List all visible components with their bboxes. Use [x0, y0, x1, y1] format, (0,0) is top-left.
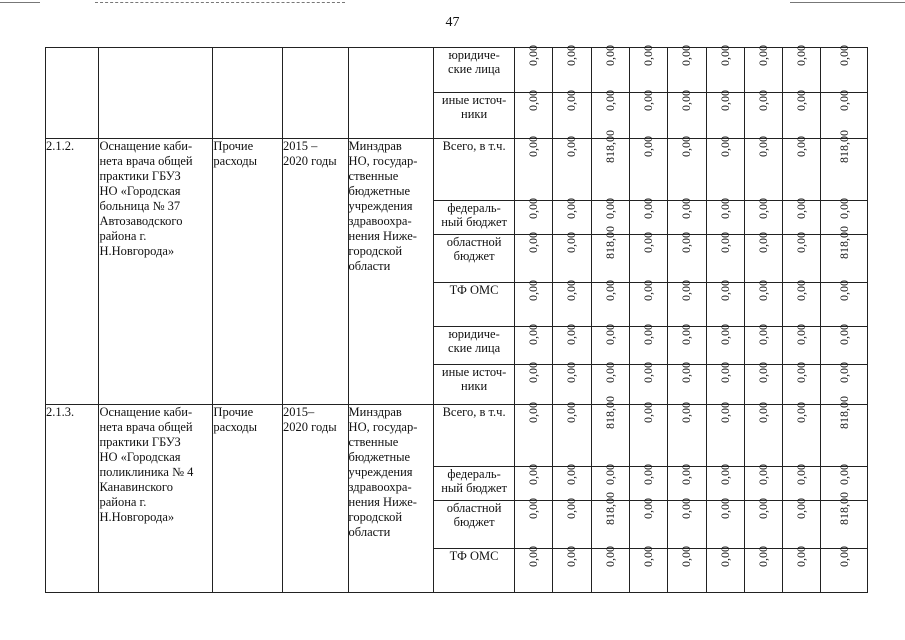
amount-value: 0,00 — [794, 136, 809, 157]
amount-value: 818,00 — [602, 226, 617, 259]
amount-value: 0,00 — [641, 45, 656, 66]
amount-value: 0,00 — [641, 464, 656, 485]
amount-cell — [821, 546, 868, 593]
funding-source-cell: Всего, в т.ч. — [434, 139, 515, 201]
amount-cell — [629, 198, 667, 235]
amount-value: 0,00 — [602, 45, 617, 66]
amount-cell — [821, 280, 868, 327]
amount-cell — [629, 45, 667, 93]
amount-cell — [783, 464, 821, 501]
amount-cell — [783, 324, 821, 365]
amount-value: 0,00 — [794, 464, 809, 485]
amount-cell — [783, 362, 821, 405]
amount-value: 0,00 — [526, 90, 541, 111]
table-row — [46, 139, 868, 201]
amount-cell — [744, 136, 782, 201]
amount-value: 0,00 — [836, 45, 851, 66]
amount-cell — [668, 546, 706, 593]
funding-source-cell: областной бюджет — [434, 235, 515, 283]
amount-cell — [553, 280, 591, 327]
amount-cell — [514, 136, 552, 201]
amount-cell — [591, 546, 629, 593]
period-cell: 2015 – 2020 годы — [283, 139, 349, 405]
amount-cell — [668, 136, 706, 201]
amount-value: 0,00 — [836, 90, 851, 111]
amount-value: 0,00 — [564, 324, 579, 345]
amount-cell — [553, 136, 591, 201]
amount-cell — [553, 90, 591, 139]
amount-cell — [553, 198, 591, 235]
amount-value: 818,00 — [602, 396, 617, 429]
amount-value: 0,00 — [794, 232, 809, 253]
amount-cell — [668, 45, 706, 93]
amount-value: 0,00 — [717, 198, 732, 219]
amount-value: 0,00 — [602, 324, 617, 345]
amount-value: 0,00 — [526, 136, 541, 157]
item-name-cell — [99, 48, 213, 139]
amount-value: 0,00 — [755, 464, 770, 485]
amount-cell — [744, 198, 782, 235]
amount-cell — [744, 498, 782, 549]
amount-value: 0,00 — [679, 402, 694, 423]
amount-value: 0,00 — [526, 232, 541, 253]
amount-cell — [514, 546, 552, 593]
funding-source-cell: юридиче- ские лица — [434, 48, 515, 93]
amount-cell — [706, 362, 744, 405]
amount-cell — [821, 226, 868, 283]
amount-cell — [706, 546, 744, 593]
funding-source-cell: федераль- ный бюджет — [434, 201, 515, 235]
amount-cell — [783, 198, 821, 235]
amount-cell — [706, 232, 744, 283]
amount-value: 0,00 — [526, 45, 541, 66]
amount-cell — [553, 362, 591, 405]
funding-source-cell: юридиче- ские лица — [434, 327, 515, 365]
amount-cell — [591, 45, 629, 93]
amount-value: 0,00 — [641, 198, 656, 219]
amount-cell — [744, 402, 782, 467]
amount-cell — [821, 396, 868, 467]
amount-value: 0,00 — [717, 136, 732, 157]
amount-cell — [821, 324, 868, 365]
amount-value: 0,00 — [836, 324, 851, 345]
amount-value: 0,00 — [679, 232, 694, 253]
amount-cell — [744, 464, 782, 501]
amount-value: 0,00 — [564, 546, 579, 567]
amount-value: 0,00 — [564, 90, 579, 111]
amount-cell — [591, 324, 629, 365]
amount-value: 0,00 — [836, 464, 851, 485]
amount-cell — [514, 324, 552, 365]
amount-cell — [744, 45, 782, 93]
amount-cell — [706, 45, 744, 93]
amount-value: 0,00 — [717, 280, 732, 301]
amount-value: 818,00 — [836, 396, 851, 429]
amount-value: 818,00 — [836, 130, 851, 163]
amount-cell — [553, 464, 591, 501]
amount-cell — [706, 280, 744, 327]
amount-value: 0,00 — [717, 546, 732, 567]
amount-value: 0,00 — [794, 198, 809, 219]
amount-cell — [629, 280, 667, 327]
amount-value: 0,00 — [755, 362, 770, 383]
amount-cell — [706, 324, 744, 365]
amount-cell — [706, 90, 744, 139]
item-number-cell: 2.1.3. — [46, 405, 99, 593]
amount-cell — [744, 90, 782, 139]
amount-value: 0,00 — [755, 45, 770, 66]
item-number-cell — [46, 48, 99, 139]
amount-cell — [668, 90, 706, 139]
scan-rule — [0, 2, 40, 3]
amount-value: 0,00 — [755, 402, 770, 423]
amount-cell — [553, 546, 591, 593]
amount-cell — [629, 546, 667, 593]
amount-value: 0,00 — [794, 362, 809, 383]
amount-value: 0,00 — [526, 362, 541, 383]
amount-value: 0,00 — [717, 464, 732, 485]
amount-cell — [591, 130, 629, 201]
table-row — [46, 48, 868, 93]
amount-value: 0,00 — [679, 324, 694, 345]
amount-cell — [553, 45, 591, 93]
amount-value: 0,00 — [679, 464, 694, 485]
amount-value: 0,00 — [755, 498, 770, 519]
amount-value: 0,00 — [641, 498, 656, 519]
amount-value: 0,00 — [717, 90, 732, 111]
amount-value: 0,00 — [794, 546, 809, 567]
amount-cell — [783, 402, 821, 467]
amount-value: 0,00 — [564, 136, 579, 157]
amount-cell — [514, 498, 552, 549]
amount-value: 0,00 — [836, 362, 851, 383]
amount-cell — [629, 402, 667, 467]
funding-source-cell: иные источ- ники — [434, 365, 515, 405]
amount-value: 0,00 — [794, 280, 809, 301]
amount-cell — [668, 464, 706, 501]
amount-value: 0,00 — [602, 198, 617, 219]
amount-cell — [553, 324, 591, 365]
amount-value: 0,00 — [641, 362, 656, 383]
amount-cell — [591, 226, 629, 283]
amount-cell — [553, 402, 591, 467]
amount-cell — [629, 324, 667, 365]
amount-cell — [629, 464, 667, 501]
amount-value: 0,00 — [794, 402, 809, 423]
amount-value: 0,00 — [794, 324, 809, 345]
amount-cell — [821, 492, 868, 549]
amount-value: 0,00 — [526, 498, 541, 519]
amount-value: 0,00 — [641, 90, 656, 111]
item-number-cell: 2.1.2. — [46, 139, 99, 405]
budget-table — [45, 47, 868, 593]
amount-cell — [783, 136, 821, 201]
amount-value: 0,00 — [564, 362, 579, 383]
period-cell: 2015– 2020 годы — [283, 405, 349, 593]
amount-cell — [706, 198, 744, 235]
amount-cell — [706, 402, 744, 467]
amount-value: 0,00 — [564, 280, 579, 301]
amount-cell — [514, 90, 552, 139]
amount-value: 0,00 — [602, 362, 617, 383]
amount-cell — [514, 464, 552, 501]
amount-value: 0,00 — [755, 90, 770, 111]
amount-value: 0,00 — [526, 324, 541, 345]
amount-value: 0,00 — [564, 464, 579, 485]
amount-value: 0,00 — [717, 498, 732, 519]
amount-value: 0,00 — [526, 198, 541, 219]
amount-value: 818,00 — [602, 130, 617, 163]
amount-cell — [668, 280, 706, 327]
amount-cell — [553, 232, 591, 283]
amount-cell — [668, 362, 706, 405]
amount-cell — [629, 90, 667, 139]
amount-value: 0,00 — [717, 402, 732, 423]
executor-cell: Минздрав НО, государ- ственные бюджетные учреждения здравоохра- нения Ниже- городской области — [348, 139, 434, 405]
amount-cell — [591, 492, 629, 549]
amount-cell — [706, 498, 744, 549]
amount-value: 818,00 — [836, 492, 851, 525]
amount-cell — [821, 130, 868, 201]
scan-rule — [95, 2, 345, 3]
amount-cell — [783, 45, 821, 93]
amount-value: 0,00 — [679, 198, 694, 219]
amount-value: 0,00 — [564, 198, 579, 219]
amount-value: 0,00 — [679, 546, 694, 567]
amount-value: 0,00 — [717, 324, 732, 345]
amount-cell — [744, 280, 782, 327]
scan-rule — [790, 2, 905, 3]
amount-value: 0,00 — [794, 45, 809, 66]
amount-value: 0,00 — [526, 280, 541, 301]
funding-source-cell: ТФ ОМС — [434, 549, 515, 593]
amount-value: 0,00 — [717, 45, 732, 66]
amount-value: 0,00 — [679, 280, 694, 301]
amount-cell — [668, 324, 706, 365]
amount-value: 0,00 — [836, 198, 851, 219]
amount-value: 0,00 — [755, 198, 770, 219]
amount-value: 0,00 — [526, 402, 541, 423]
amount-value: 0,00 — [602, 90, 617, 111]
amount-value: 0,00 — [564, 232, 579, 253]
page-number: 47 — [445, 15, 460, 30]
amount-cell — [629, 498, 667, 549]
amount-cell — [514, 45, 552, 93]
amount-cell — [514, 232, 552, 283]
amount-value: 818,00 — [836, 226, 851, 259]
amount-cell — [629, 232, 667, 283]
amount-cell — [783, 546, 821, 593]
amount-cell — [514, 362, 552, 405]
amount-value: 0,00 — [755, 232, 770, 253]
amount-value: 0,00 — [717, 232, 732, 253]
executor-cell: Минздрав НО, государ- ственные бюджетные учреждения здравоохра- нения Ниже- городской области — [348, 405, 434, 593]
amount-value: 0,00 — [564, 498, 579, 519]
amount-value: 0,00 — [794, 90, 809, 111]
amount-cell — [514, 198, 552, 235]
amount-value: 0,00 — [641, 136, 656, 157]
amount-value: 0,00 — [564, 45, 579, 66]
amount-cell — [706, 464, 744, 501]
amount-cell — [783, 280, 821, 327]
amount-value: 0,00 — [717, 362, 732, 383]
funding-source-cell: областной бюджет — [434, 501, 515, 549]
amount-cell — [783, 232, 821, 283]
amount-cell — [514, 280, 552, 327]
amount-cell — [668, 402, 706, 467]
amount-value: 0,00 — [794, 498, 809, 519]
amount-cell — [553, 498, 591, 549]
amount-value: 0,00 — [602, 546, 617, 567]
amount-value: 0,00 — [641, 324, 656, 345]
amount-value: 0,00 — [641, 546, 656, 567]
amount-cell — [744, 362, 782, 405]
amount-value: 0,00 — [526, 464, 541, 485]
funding-source-cell: Всего, в т.ч. — [434, 405, 515, 467]
executor-cell — [348, 48, 434, 139]
funding-source-cell: ТФ ОМС — [434, 283, 515, 327]
amount-value: 818,00 — [602, 492, 617, 525]
amount-value: 0,00 — [679, 136, 694, 157]
amount-cell — [783, 498, 821, 549]
amount-cell — [744, 324, 782, 365]
amount-cell — [706, 136, 744, 201]
amount-value: 0,00 — [679, 45, 694, 66]
amount-cell — [744, 546, 782, 593]
amount-value: 0,00 — [526, 546, 541, 567]
amount-cell — [668, 498, 706, 549]
amount-value: 0,00 — [641, 402, 656, 423]
amount-cell — [668, 232, 706, 283]
amount-cell — [514, 402, 552, 467]
amount-cell — [591, 396, 629, 467]
expense-type-cell: Прочие расходы — [213, 139, 283, 405]
amount-value: 0,00 — [602, 464, 617, 485]
amount-cell — [668, 198, 706, 235]
amount-value: 0,00 — [755, 136, 770, 157]
amount-value: 0,00 — [679, 90, 694, 111]
expense-type-cell — [213, 48, 283, 139]
amount-cell — [783, 90, 821, 139]
amount-value: 0,00 — [564, 402, 579, 423]
amount-value: 0,00 — [836, 546, 851, 567]
amount-cell — [821, 45, 868, 93]
amount-cell — [629, 362, 667, 405]
amount-value: 0,00 — [641, 280, 656, 301]
amount-cell — [629, 136, 667, 201]
funding-source-cell: иные источ- ники — [434, 93, 515, 139]
amount-value: 0,00 — [679, 362, 694, 383]
amount-value: 0,00 — [836, 280, 851, 301]
item-name-cell: Оснащение каби- нета врача общей практики ГБУЗ НО «Городская больница № 37 Автозаводского района г. Н.Новгорода» — [99, 139, 213, 405]
table-row — [46, 405, 868, 467]
amount-value: 0,00 — [755, 546, 770, 567]
amount-value: 0,00 — [755, 324, 770, 345]
item-name-cell: Оснащение каби- нета врача общей практики ГБУЗ НО «Городская поликлиника № 4 Канавинского района г. Н.Новгорода» — [99, 405, 213, 593]
amount-cell — [591, 280, 629, 327]
amount-value: 0,00 — [602, 280, 617, 301]
amount-value: 0,00 — [679, 498, 694, 519]
funding-source-cell: федераль- ный бюджет — [434, 467, 515, 501]
period-cell — [283, 48, 349, 139]
amount-value: 0,00 — [641, 232, 656, 253]
amount-value: 0,00 — [755, 280, 770, 301]
amount-cell — [744, 232, 782, 283]
expense-type-cell: Прочие расходы — [213, 405, 283, 593]
